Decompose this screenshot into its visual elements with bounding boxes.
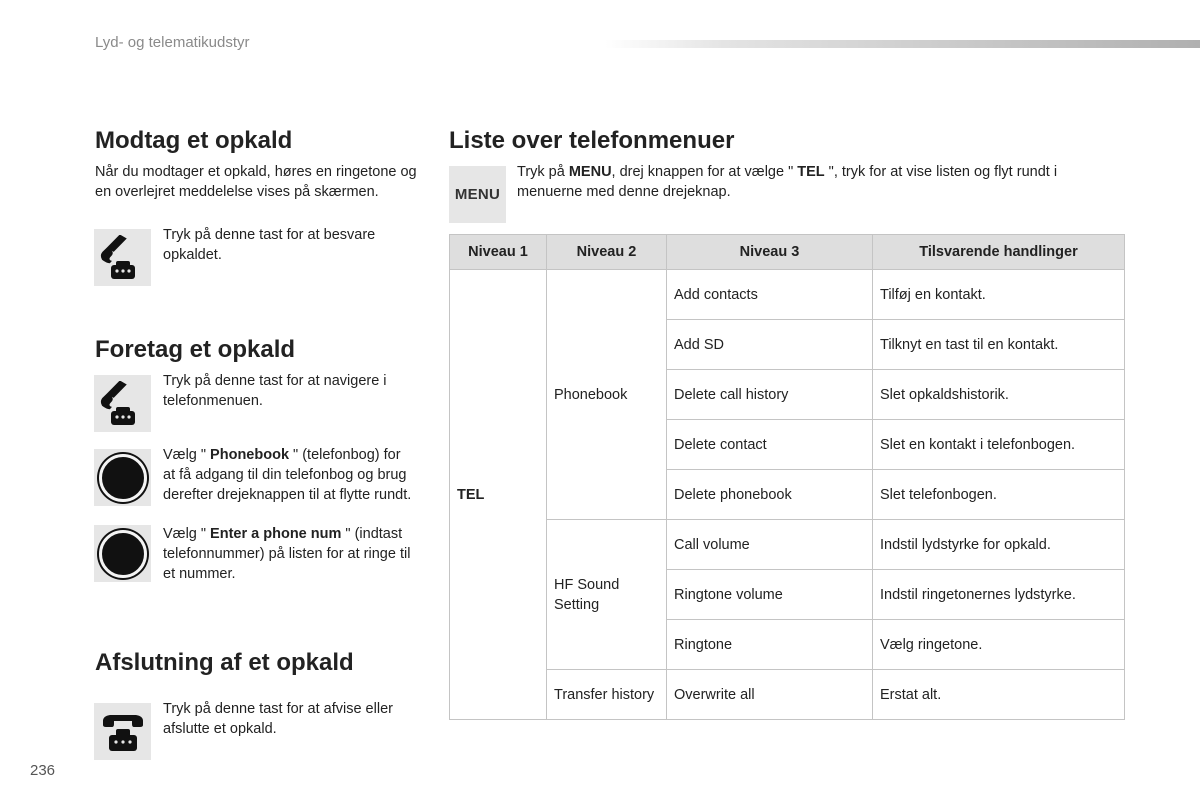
level3-cell: Add SD xyxy=(667,320,873,370)
level2-cell: Transfer history xyxy=(547,670,667,720)
action-cell: Tilknyt en tast til en kontakt. xyxy=(873,320,1125,370)
action-cell: Slet opkaldshistorik. xyxy=(873,370,1125,420)
level3-cell: Ringtone xyxy=(667,620,873,670)
header-actions: Tilsvarende handlinger xyxy=(873,235,1125,270)
menu-button xyxy=(449,166,506,223)
header-level3: Niveau 3 xyxy=(667,235,873,270)
reject-call-text: Tryk på denne tast for at afvise eller afslutte et opkald. xyxy=(163,701,393,737)
hangup-button xyxy=(94,703,151,760)
level3-cell: Delete contact xyxy=(667,420,873,470)
level2-cell: HF Sound Setting xyxy=(547,520,667,670)
phone-answer-icon xyxy=(100,235,146,281)
level3-cell: Call volume xyxy=(667,520,873,570)
header-gradient-bar xyxy=(605,40,1200,48)
answer-call-text: Tryk på denne tast for at besvare opkaldet. xyxy=(163,227,376,263)
action-cell: Erstat alt. xyxy=(873,670,1125,720)
action-cell: Vælg ringetone. xyxy=(873,620,1125,670)
action-cell: Indstil lydstyrke for opkald. xyxy=(873,520,1125,570)
enter-phone-num-text: Vælg " Enter a phone num " (indtast telefonnummer) på listen for at ringe til et nummer. xyxy=(163,526,411,582)
rotary-knob-box xyxy=(94,525,151,582)
make-call-title: Foretag et opkald xyxy=(95,336,296,363)
level3-cell: Add contacts xyxy=(667,270,873,320)
page-number: 236 xyxy=(30,762,56,779)
action-cell: Slet en kontakt i telefonbogen. xyxy=(873,420,1125,470)
level2-cell: Phonebook xyxy=(547,270,667,520)
action-cell: Tilføj en kontakt. xyxy=(873,270,1125,320)
navigate-phone-button xyxy=(94,375,151,432)
receive-call-title: Modtag et opkald xyxy=(95,127,293,154)
table-header-row xyxy=(450,235,1125,270)
rotary-knob-icon xyxy=(99,454,147,502)
menu-button-label: MENU xyxy=(454,186,501,203)
action-cell: Slet telefonbogen. xyxy=(873,470,1125,520)
table-row xyxy=(450,520,1125,570)
navigate-phone-text: Tryk på denne tast for at navigere i telefonmenuen. xyxy=(163,373,387,409)
phone-answer-icon xyxy=(100,381,146,427)
action-cell: Indstil ringetonernes lydstyrke. xyxy=(873,570,1125,620)
level3-cell: Ringtone volume xyxy=(667,570,873,620)
header-level2: Niveau 2 xyxy=(547,235,667,270)
phone-hangup-icon xyxy=(100,709,146,755)
rotary-knob-icon xyxy=(99,530,147,578)
end-call-title: Afslutning af et opkald xyxy=(95,649,354,676)
phonebook-text: Vælg " Phonebook " (telefonbog) for at få adgang til din telefonbog og brug derefter drejeknappen til at flytte rundt. xyxy=(163,447,412,503)
table-row xyxy=(450,670,1125,720)
level1-cell: TEL xyxy=(450,270,547,720)
phone-menus-title: Liste over telefonmenuer xyxy=(449,127,735,154)
level3-cell: Overwrite all xyxy=(667,670,873,720)
phone-menu-table xyxy=(449,234,1125,720)
receive-call-intro: Når du modtager et opkald, høres en ringetone og en overlejret meddelelse vises på skærmen. xyxy=(95,164,417,200)
section-header: Lyd- og telematikudstyr xyxy=(95,34,250,51)
header-level1: Niveau 1 xyxy=(450,235,547,270)
answer-call-button xyxy=(94,229,151,286)
phone-menus-intro: Tryk på MENU, drej knappen for at vælge " TEL ", tryk for at vise listen og flyt rundt i menuerne med denne drejeknap. xyxy=(517,164,1058,200)
level3-cell: Delete phonebook xyxy=(667,470,873,520)
level3-cell: Delete call history xyxy=(667,370,873,420)
rotary-knob-box xyxy=(94,449,151,506)
table-row xyxy=(450,270,1125,320)
